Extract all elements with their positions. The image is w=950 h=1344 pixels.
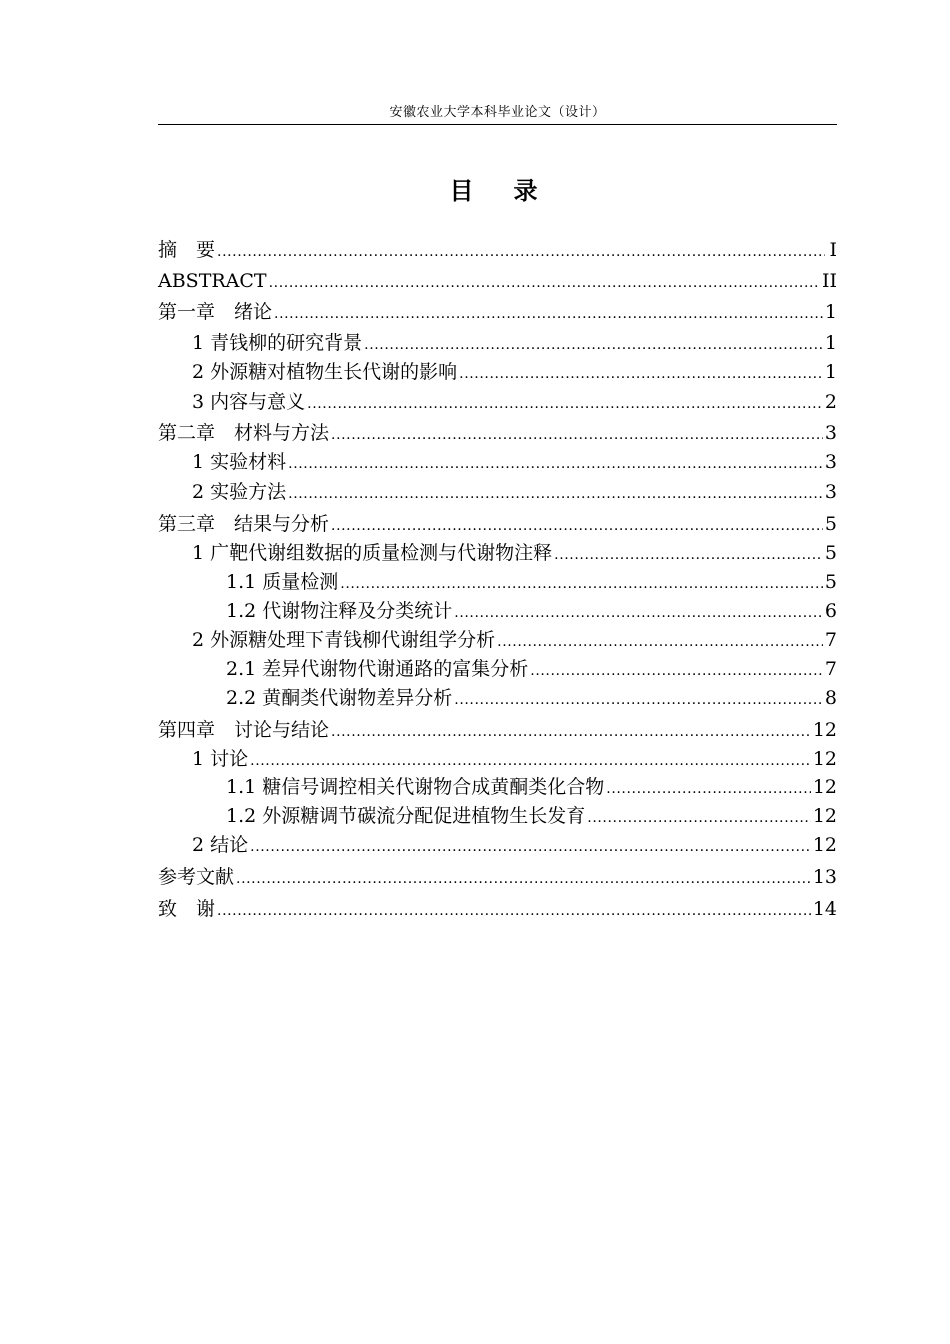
toc-entry-page: 7 [824,658,837,680]
header-rule [158,124,837,125]
dot-leader [217,238,825,266]
toc-entry[interactable] [158,419,837,447]
dot-leader [587,804,811,832]
toc-entry-page: 14 [812,898,837,920]
toc-entry-label: 2 外源糖对植物生长代谢的影响 [192,361,458,383]
toc-entry[interactable] [158,863,837,891]
dot-leader [454,686,823,714]
toc-entry[interactable] [158,655,837,683]
toc-entry[interactable] [158,745,837,773]
toc-entry-label: 1 青钱柳的研究背景 [192,332,363,354]
toc-entry-page: 12 [812,748,837,770]
toc-entry-page: 1 [824,361,837,383]
dot-leader [288,480,823,508]
toc-entry-label: 摘 要 [158,239,216,261]
toc-entry-label: 2.2 黄酮类代谢物差异分析 [226,687,453,709]
toc-entry[interactable] [158,684,837,712]
toc-entry[interactable] [158,388,837,416]
toc-entry-label: 第一章 绪论 [158,301,273,323]
dot-leader [497,628,823,656]
dot-leader [459,360,823,388]
toc-entry[interactable] [158,895,837,923]
toc-entry[interactable] [158,478,837,506]
dot-leader [340,570,823,598]
toc-entry-page: 5 [824,571,837,593]
dot-leader [331,718,811,746]
toc-entry[interactable] [158,597,837,625]
dot-leader [530,657,823,685]
toc-entry-page: 12 [812,834,837,856]
toc-entry-page: 13 [812,866,837,888]
dot-leader [554,541,823,569]
dot-leader [364,331,823,359]
toc-entry[interactable] [158,626,837,654]
toc-entry-label: 3 内容与意义 [192,391,306,413]
dot-leader [454,599,823,627]
toc-entry-page: 5 [824,542,837,564]
toc-entry-page: 3 [824,481,837,503]
toc-entry[interactable] [158,329,837,357]
dot-leader [274,300,823,328]
toc-entry-page: 12 [812,805,837,827]
dot-leader [307,390,823,418]
toc-entry-label: 1 实验材料 [192,451,287,473]
toc-entry[interactable] [158,716,837,744]
toc-entry-page: 6 [824,600,837,622]
toc-entry-page: 2 [824,391,837,413]
toc-entry-label: 2 外源糖处理下青钱柳代谢组学分析 [192,629,496,651]
dot-leader [250,747,811,775]
toc-entry-page: II [821,270,837,292]
dot-leader [288,450,823,478]
toc-entry-label: 2.1 差异代谢物代谢通路的富集分析 [226,658,529,680]
dot-leader [236,865,811,893]
toc-title: 目 录 [449,176,546,205]
toc-entry-page: 3 [824,422,837,444]
dot-leader [331,512,823,540]
toc-entry-label: 1 讨论 [192,748,249,770]
toc-entry-page: 1 [824,301,837,323]
toc-entry-page: 3 [824,451,837,473]
toc-entry[interactable] [158,448,837,476]
toc-entry-page: 12 [812,719,837,741]
toc-entry[interactable] [158,539,837,567]
toc-entry-label: 第四章 讨论与结论 [158,719,330,741]
toc-entry[interactable] [158,236,837,264]
toc-entry[interactable] [158,267,837,295]
toc-entry[interactable] [158,773,837,801]
toc-entry-page: 8 [824,687,837,709]
dot-leader [250,833,811,861]
toc-entry-label: 1.1 质量检测 [226,571,339,593]
running-header: 安徽农业大学本科毕业论文（设计） [389,105,606,120]
toc-entry-page: I [829,239,837,261]
toc-entry-page: 1 [824,332,837,354]
toc-entry-label: 第二章 材料与方法 [158,422,330,444]
toc-entry-page: 12 [812,776,837,798]
toc-entry-page: 5 [824,513,837,535]
toc-entry-label: 第三章 结果与分析 [158,513,330,535]
dot-leader [331,421,823,449]
toc-entry[interactable] [158,802,837,830]
toc-entry-label: 1.2 代谢物注释及分类统计 [226,600,453,622]
toc-entry-label: 1.2 外源糖调节碳流分配促进植物生长发育 [226,805,586,827]
toc-entry-label: 致 谢 [158,898,216,920]
toc-entry[interactable] [158,298,837,326]
toc-entry-label: 1.1 糖信号调控相关代谢物合成黄酮类化合物 [226,776,605,798]
toc-entry[interactable] [158,510,837,538]
toc-entry-label: 2 实验方法 [192,481,287,503]
toc-entry-label: 2 结论 [192,834,249,856]
toc-entry[interactable] [158,568,837,596]
toc-entry[interactable] [158,358,837,386]
toc-entry-page: 7 [824,629,837,651]
dot-leader [606,775,811,803]
dot-leader [269,269,820,297]
dot-leader [217,897,811,925]
toc-entry-label: 1 广靶代谢组数据的质量检测与代谢物注释 [192,542,553,564]
toc-entry-label: 参考文献 [158,866,235,888]
toc-entry[interactable] [158,831,837,859]
toc-entry-label: ABSTRACT [158,270,267,292]
